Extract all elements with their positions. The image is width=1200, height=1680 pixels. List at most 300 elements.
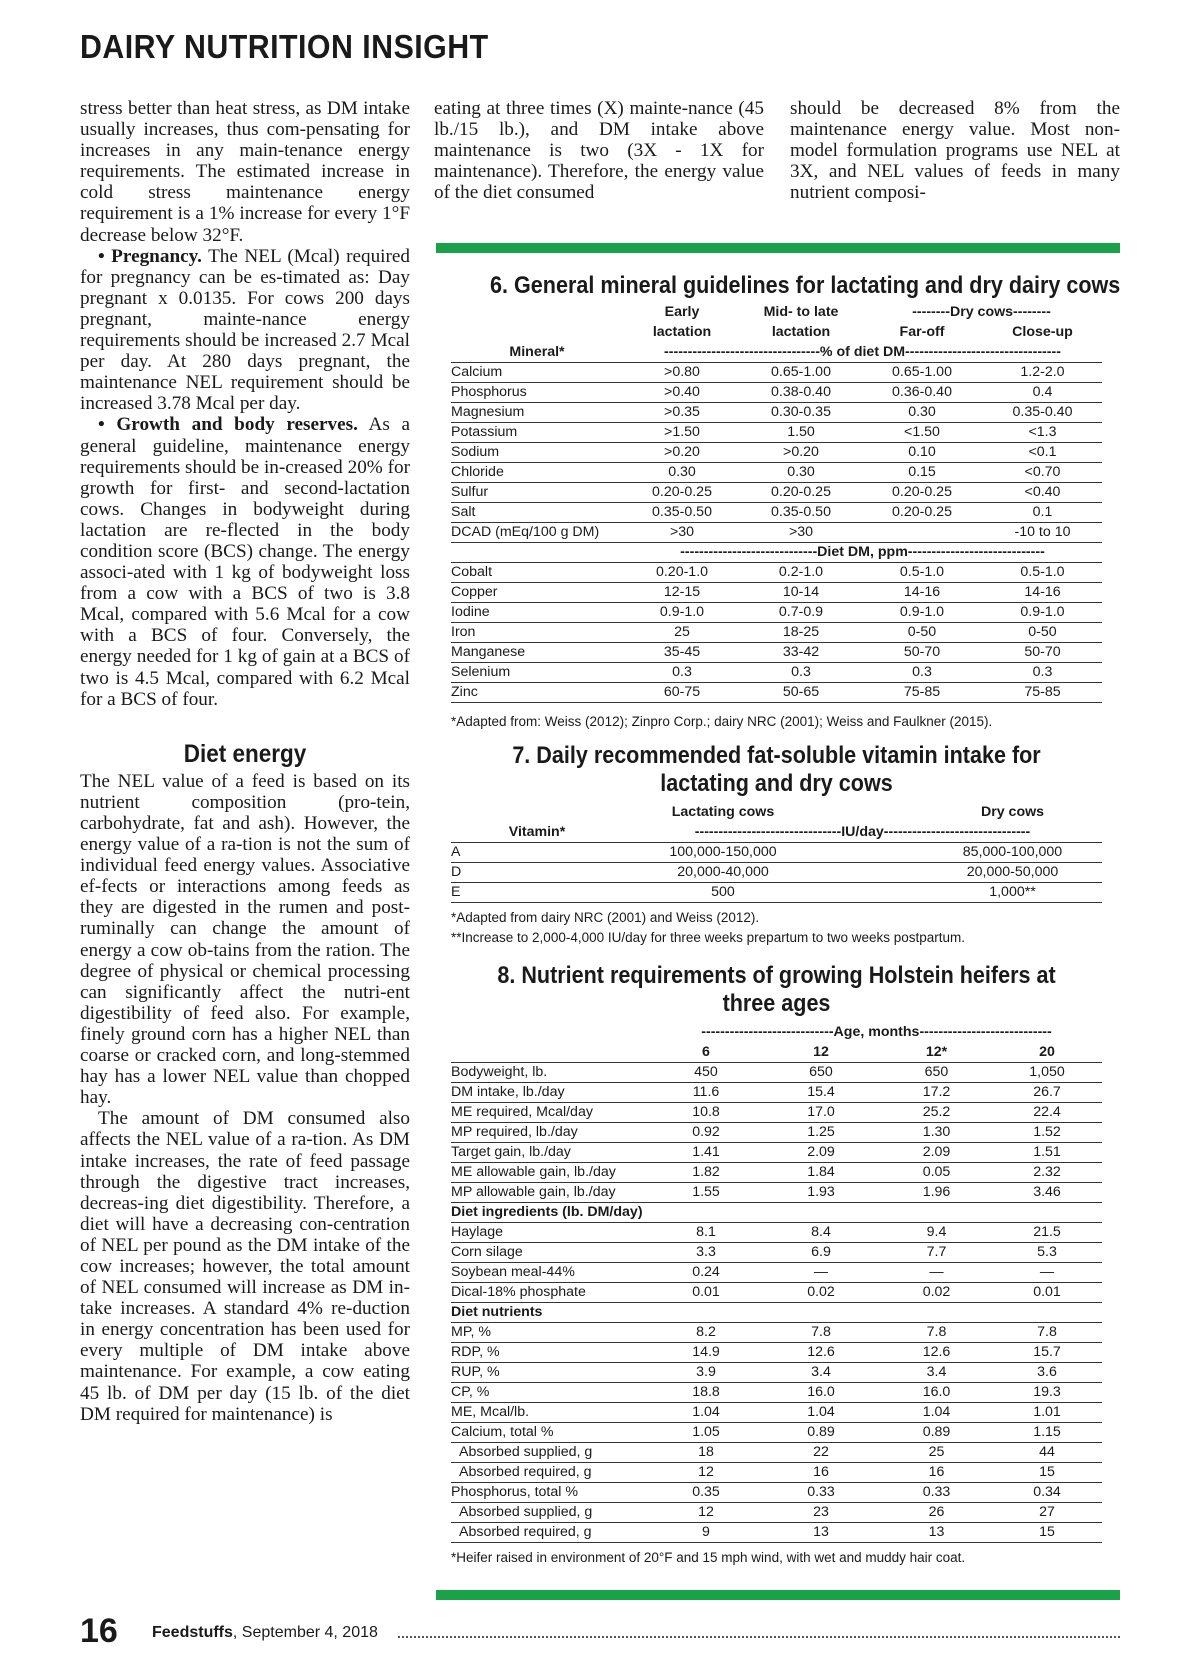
table-cell: 13 <box>881 1522 992 1542</box>
section-heading-diet-energy: Diet energy <box>183 739 307 768</box>
row-label: Calcium, total % <box>451 1422 651 1442</box>
table-cell: 3.3 <box>651 1242 761 1262</box>
table-cell: 0.34 <box>992 1482 1102 1502</box>
table-cell: 26 <box>881 1502 992 1522</box>
row-label: Bodyweight, lb. <box>451 1062 651 1082</box>
table-cell: 17.0 <box>761 1102 881 1122</box>
table-cell: 18 <box>651 1442 761 1462</box>
table-cell: 17.2 <box>881 1082 992 1102</box>
row-label: Magnesium <box>451 402 623 422</box>
table-cell: 0.20-0.25 <box>623 482 741 502</box>
table-cell: 60-75 <box>623 682 741 702</box>
table-8-ingredients-body <box>451 1222 1102 1302</box>
column-2 <box>434 98 764 203</box>
table-cell: 1.50 <box>741 422 861 442</box>
table-row <box>451 1362 1102 1382</box>
table-cell: 5.3 <box>992 1242 1102 1262</box>
row-label: ME required, Mcal/day <box>451 1102 651 1122</box>
table-row <box>451 1342 1102 1362</box>
row-label: DM intake, lb./day <box>451 1082 651 1102</box>
table-cell: 1.15 <box>992 1422 1102 1442</box>
table-cell: 22.4 <box>992 1102 1102 1122</box>
table-cell: 14-16 <box>861 582 983 602</box>
col-early-1: Early <box>664 304 700 320</box>
table-cell: 15.7 <box>992 1342 1102 1362</box>
table-cell: 3.46 <box>992 1182 1102 1202</box>
table-cell: 7.8 <box>881 1322 992 1342</box>
table-cell: 0.33 <box>881 1482 992 1502</box>
table-cell: 12-15 <box>623 582 741 602</box>
spacer-cell <box>823 882 923 902</box>
column-1 <box>80 98 410 1425</box>
col-dry: Dry cows <box>980 804 1045 820</box>
table-row <box>451 682 1102 702</box>
table-cell: 16 <box>761 1462 881 1482</box>
table-6-minerals <box>451 272 1121 731</box>
table-cell: 15 <box>992 1462 1102 1482</box>
table-row <box>451 642 1102 662</box>
table-row <box>451 1122 1102 1142</box>
table-cell: 0.30-0.35 <box>741 402 861 422</box>
row-label: D <box>451 862 623 882</box>
row-label: Absorbed supplied, g <box>451 1442 651 1462</box>
row-label: Calcium <box>451 362 623 382</box>
publication-name: Feedstuffs <box>152 1624 233 1641</box>
age-column-header: 6 <box>651 1042 761 1062</box>
table-cell: >1.50 <box>623 422 741 442</box>
table-cell: 1.51 <box>992 1142 1102 1162</box>
table-row <box>451 1102 1102 1122</box>
row-label: E <box>451 882 623 902</box>
row-label: Target gain, lb./day <box>451 1142 651 1162</box>
table-cell: >30 <box>623 522 741 542</box>
table-cell: 0.02 <box>761 1282 881 1302</box>
table-cell: >0.35 <box>623 402 741 422</box>
table-cell: 44 <box>992 1442 1102 1462</box>
table-cell: 9.4 <box>881 1222 992 1242</box>
table-cell <box>861 522 983 542</box>
table-row <box>451 602 1102 622</box>
table-6-ppm-body <box>451 562 1102 702</box>
table-8-nutrients-body <box>451 1322 1102 1542</box>
table-cell: 75-85 <box>983 682 1102 702</box>
table-cell: 1.55 <box>651 1182 761 1202</box>
table-cell: 0.9-1.0 <box>983 602 1102 622</box>
table-cell: 0.20-1.0 <box>623 562 741 582</box>
row-label: ME allowable gain, lb./day <box>451 1162 651 1182</box>
table-cell: 1.41 <box>651 1142 761 1162</box>
row-label: MP, % <box>451 1322 651 1342</box>
table-cell: 2.32 <box>992 1162 1102 1182</box>
row-label: Sodium <box>451 442 623 462</box>
table-cell: <1.50 <box>861 422 983 442</box>
pregnancy-text: The NEL (Mcal) required for pregnancy can be es-timated as: Day pregnant x 0.0135. For cows 200 days pregnant, mainte-nance energy requirements should be increased 2.7 Mcal per day. At 280 days pregnant, the maintenance NEL requirement should be increased 3.78 Mcal per day. <box>80 245 410 415</box>
publication-date: , September 4, 2018 <box>232 1624 378 1641</box>
col-faroff: Far-off <box>899 324 945 340</box>
row-label: MP required, lb./day <box>451 1122 651 1142</box>
row-label: Absorbed required, g <box>451 1522 651 1542</box>
row-label: Dical-18% phosphate <box>451 1282 651 1302</box>
table-cell: 2.09 <box>761 1142 881 1162</box>
table-row <box>451 1142 1102 1162</box>
table-row <box>451 1442 1102 1462</box>
table-cell: 75-85 <box>861 682 983 702</box>
table-cell: 16.0 <box>761 1382 881 1402</box>
table-cell: >30 <box>741 522 861 542</box>
table-row <box>451 402 1102 422</box>
table-cell: 0-50 <box>861 622 983 642</box>
table-cell: 1.82 <box>651 1162 761 1182</box>
table-cell: 0.4 <box>983 382 1102 402</box>
table-cell: — <box>881 1262 992 1282</box>
table-cell: 0.01 <box>651 1282 761 1302</box>
table-cell: 26.7 <box>992 1082 1102 1102</box>
publication-line <box>152 1624 378 1642</box>
table-cell: 7.8 <box>992 1322 1102 1342</box>
table-cell: 0-50 <box>983 622 1102 642</box>
table-cell: 0.3 <box>983 662 1102 682</box>
row-label: Phosphorus <box>451 382 623 402</box>
paragraph-cold-stress: stress better than heat stress, as DM intake usually increases, thus com-pensating for increases in any main-tenance energy requirements. The estimated increase in cold stress maintenance energy requirement is a 1% increase for every 1°F decrease below 32°F. <box>80 98 410 246</box>
table-row <box>451 422 1102 442</box>
subhead-ingredients: Diet ingredients (lb. DM/day) <box>451 1202 1102 1222</box>
age-header: ----------------------------Age, months---------------------------- <box>701 1024 1052 1040</box>
paragraph-diet-energy-2: The amount of DM consumed also affects the NEL value of a ra-tion. As DM intake increases, the rate of feed passage through the digestive tract increases, decreas-ing diet digestibility. Therefore, a diet will have a decreasing con-centration of NEL per pound as the DM intake of the cow increases; however, the total amount of NEL consumed will increase as DM in-take increases. A standard 4% re-duction in energy concentration has been used for every multiple of DM intake above maintenance. For example, a cow eating 45 lb. of DM per day (15 lb. of the diet DM required for maintenance) is <box>80 1108 410 1425</box>
table-cell: 0.65-1.00 <box>861 362 983 382</box>
table-row <box>451 1422 1102 1442</box>
table-cell: 0.3 <box>741 662 861 682</box>
unit-iu: -------------------------------IU/day------------------------------- <box>623 822 1102 842</box>
table-cell: 1.04 <box>881 1402 992 1422</box>
row-label: Absorbed supplied, g <box>451 1502 651 1522</box>
table-cell: 50-70 <box>983 642 1102 662</box>
table-7-body <box>451 842 1102 902</box>
row-label: Haylage <box>451 1222 651 1242</box>
subhead-nutrients: Diet nutrients <box>451 1302 1102 1322</box>
table-cell: 50-65 <box>741 682 861 702</box>
table-row <box>451 862 1102 882</box>
table-cell: 25 <box>881 1442 992 1462</box>
table-cell: 85,000-100,000 <box>923 842 1102 862</box>
row-label: Chloride <box>451 462 623 482</box>
table-cell: 0.15 <box>861 462 983 482</box>
table-cell: 0.3 <box>861 662 983 682</box>
row-label: Manganese <box>451 642 623 662</box>
paragraph-col2: eating at three times (X) mainte-nance (45 lb./15 lb.), and DM intake above maintenance is two (3X - 1X for maintenance). Therefore, the energy value of the diet consumed <box>434 98 764 204</box>
table-cell: 14.9 <box>651 1342 761 1362</box>
table-cell: 18-25 <box>741 622 861 642</box>
row-label: Zinc <box>451 682 623 702</box>
table-cell: 15.4 <box>761 1082 881 1102</box>
table-cell: 0.35-0.50 <box>623 502 741 522</box>
table-row <box>451 462 1102 482</box>
table-cell: <1.3 <box>983 422 1102 442</box>
table-cell: 1.04 <box>761 1402 881 1422</box>
table-cell: 1.52 <box>992 1122 1102 1142</box>
table-cell: 19.3 <box>992 1382 1102 1402</box>
col-lactating: Lactating cows <box>671 804 775 820</box>
row-label: Corn silage <box>451 1242 651 1262</box>
row-label: Absorbed required, g <box>451 1462 651 1482</box>
table-cell: 0.5-1.0 <box>861 562 983 582</box>
table-row <box>451 382 1102 402</box>
table-cell: 1,000** <box>923 882 1102 902</box>
row-label: MP allowable gain, lb./day <box>451 1182 651 1202</box>
table-cell: 0.30 <box>861 402 983 422</box>
table-row <box>451 662 1102 682</box>
table-cell: 1.96 <box>881 1182 992 1202</box>
row-label: CP, % <box>451 1382 651 1402</box>
table-cell: 0.30 <box>741 462 861 482</box>
unit-pct: ---------------------------------% of diet DM--------------------------------- <box>623 342 1102 362</box>
table-row <box>451 1462 1102 1482</box>
table-row <box>451 522 1102 542</box>
row-label: Iodine <box>451 602 623 622</box>
table-cell: 13 <box>761 1522 881 1542</box>
table-7-vitamins <box>451 742 1102 947</box>
table-row <box>451 622 1102 642</box>
row-label: Phosphorus, total % <box>451 1482 651 1502</box>
row-label: DCAD (mEq/100 g DM) <box>451 522 623 542</box>
table-cell: — <box>761 1262 881 1282</box>
table-cell: 16.0 <box>881 1382 992 1402</box>
table-row <box>451 1382 1102 1402</box>
table-row <box>451 1502 1102 1522</box>
table-cell: 0.36-0.40 <box>861 382 983 402</box>
row-label: Salt <box>451 502 623 522</box>
table-row <box>451 1162 1102 1182</box>
table-row <box>451 1262 1102 1282</box>
col-closeup: Close-up <box>1012 324 1073 340</box>
table-cell: 1.2-2.0 <box>983 362 1102 382</box>
table-cell: 0.3 <box>623 662 741 682</box>
table-cell: 12 <box>651 1502 761 1522</box>
table-cell: 10.8 <box>651 1102 761 1122</box>
table-cell: 18.8 <box>651 1382 761 1402</box>
table-row <box>451 1182 1102 1202</box>
growth-title: • Growth and body reserves. <box>98 414 358 436</box>
table-row <box>451 1062 1102 1082</box>
table-row <box>451 362 1102 382</box>
table-6-title: 6. General mineral guidelines for lactating and dry dairy cows <box>490 272 1121 299</box>
table-cell: 7.8 <box>761 1322 881 1342</box>
column-3 <box>790 98 1120 203</box>
table-cell: 1.84 <box>761 1162 881 1182</box>
table-cell: 500 <box>623 882 823 902</box>
table-cell: 11.6 <box>651 1082 761 1102</box>
table-row <box>451 1222 1102 1242</box>
footer <box>80 1612 1120 1652</box>
table-8-main-body <box>451 1062 1102 1202</box>
table-cell: 0.35-0.50 <box>741 502 861 522</box>
row-label: RUP, % <box>451 1362 651 1382</box>
table-cell: <0.70 <box>983 462 1102 482</box>
table-cell: 8.1 <box>651 1222 761 1242</box>
col-dry-group: --------Dry cows-------- <box>912 304 1051 320</box>
table-7-title: 7. Daily recommended fat-soluble vitamin intake for lactating and dry cows <box>512 742 1041 797</box>
table-cell: 22 <box>761 1442 881 1462</box>
row-label: A <box>451 842 623 862</box>
table-row <box>451 1322 1102 1342</box>
row-label: Soybean meal-44% <box>451 1262 651 1282</box>
col-early-2: lactation <box>652 324 712 340</box>
table-cell: 35-45 <box>623 642 741 662</box>
row-label-header: Vitamin* <box>451 822 623 842</box>
table-cell: 0.9-1.0 <box>861 602 983 622</box>
table-row <box>451 882 1102 902</box>
table-cell: 0.5-1.0 <box>983 562 1102 582</box>
row-label: Selenium <box>451 662 623 682</box>
table-row <box>451 842 1102 862</box>
col-mid-1: Mid- to late <box>763 304 839 320</box>
table-row <box>451 1282 1102 1302</box>
top-accent-bar <box>436 243 1120 253</box>
table-cell: 0.35 <box>651 1482 761 1502</box>
table-cell: 0.89 <box>761 1422 881 1442</box>
table-cell: 1.05 <box>651 1422 761 1442</box>
spacer-cell <box>823 842 923 862</box>
table-8-title: 8. Nutrient requirements of growing Holstein heifers at three ages <box>497 962 1056 1017</box>
row-label: Copper <box>451 582 623 602</box>
table-cell: 1.25 <box>761 1122 881 1142</box>
table-cell: 25.2 <box>881 1102 992 1122</box>
table-cell: 3.6 <box>992 1362 1102 1382</box>
row-label: RDP, % <box>451 1342 651 1362</box>
table-cell: 3.4 <box>761 1362 881 1382</box>
table-cell: 21.5 <box>992 1222 1102 1242</box>
table-cell: 0.89 <box>881 1422 992 1442</box>
table-cell: 0.92 <box>651 1122 761 1142</box>
table-cell: 16 <box>881 1462 992 1482</box>
table-cell: 1,050 <box>992 1062 1102 1082</box>
table-cell: 27 <box>992 1502 1102 1522</box>
table-cell: 8.2 <box>651 1322 761 1342</box>
table-cell: 100,000-150,000 <box>623 842 823 862</box>
table-cell: -10 to 10 <box>983 522 1102 542</box>
table-cell: >0.40 <box>623 382 741 402</box>
table-cell: 1.30 <box>881 1122 992 1142</box>
age-column-header: 12* <box>881 1042 992 1062</box>
table-cell: 3.4 <box>881 1362 992 1382</box>
table-cell: 0.20-0.25 <box>861 502 983 522</box>
table-cell: 0.65-1.00 <box>741 362 861 382</box>
table-cell: 0.38-0.40 <box>741 382 861 402</box>
growth-text: As a general guideline, maintenance energy requirements should be in-creased 20% for growth for first- and second-lactation cows. Changes in bodyweight during lactation are re-flected in the body condition score (BCS) change. The energy associ-ated with 1 kg of bodyweight loss from a cow with a BCS of two is 3.8 Mcal, compared with 5.6 Mcal for a cow with a BCS of four. Conversely, the energy needed for 1 kg of gain at a BCS of two is 4.5 Mcal, compared with 6.2 Mcal for a BCS of four. <box>80 414 410 710</box>
paragraph-diet-energy-1: The NEL value of a feed is based on its nutrient composition (pro-tein, carbohydrate, fat and ash). However, the energy value of a ra-tion is not the sum of individual feed energy values. Associative ef-fects or interactions among feeds as they are digested in the rumen and post-ruminally can change the amount of energy a cow ob-tains from the ration. The degree of physical or chemical processing can significantly affect the nutri-ent digestibility of feed also. For example, finely ground corn has a higher NEL than coarse or cracked corn, and long-stemmed hay has a lower NEL value than chopped hay. <box>80 770 410 1109</box>
table-row <box>451 1242 1102 1262</box>
table-cell: 15 <box>992 1522 1102 1542</box>
bottom-accent-bar <box>436 1590 1120 1600</box>
table-cell: 0.7-0.9 <box>741 602 861 622</box>
table-cell: 0.35-0.40 <box>983 402 1102 422</box>
age-column-header: 12 <box>761 1042 881 1062</box>
paragraph-pregnancy <box>80 246 410 415</box>
table-cell: 50-70 <box>861 642 983 662</box>
table-row <box>451 442 1102 462</box>
table-cell: 0.9-1.0 <box>623 602 741 622</box>
table-cell: 12.6 <box>881 1342 992 1362</box>
table-cell: 8.4 <box>761 1222 881 1242</box>
table-cell: >0.20 <box>623 442 741 462</box>
table-cell: 10-14 <box>741 582 861 602</box>
table-cell: 0.2-1.0 <box>741 562 861 582</box>
table-cell: 0.24 <box>651 1262 761 1282</box>
table-cell: 20,000-50,000 <box>923 862 1102 882</box>
table-cell: >0.20 <box>741 442 861 462</box>
table-cell: 650 <box>761 1062 881 1082</box>
table-row <box>451 482 1102 502</box>
unit-ppm: -----------------------------Diet DM, ppm----------------------------- <box>623 542 1102 562</box>
col-mid-2: lactation <box>771 324 831 340</box>
row-label-header: Mineral* <box>451 342 623 362</box>
table-cell: 2.09 <box>881 1142 992 1162</box>
row-label: Sulfur <box>451 482 623 502</box>
table-cell: 25 <box>623 622 741 642</box>
table-8-heifers <box>451 962 1102 1567</box>
table-cell: 0.1 <box>983 502 1102 522</box>
table-7-note-2: **Increase to 2,000-4,000 IU/day for three weeks prepartum to two weeks postpartum. <box>451 929 966 945</box>
table-cell: 1.93 <box>761 1182 881 1202</box>
paragraph-col3: should be decreased 8% from the maintenance energy value. Most non-model formulation programs use NEL at 3X, and NEL values of feeds in many nutrient composi- <box>790 98 1120 204</box>
table-row <box>451 1522 1102 1542</box>
row-label: ME, Mcal/lb. <box>451 1402 651 1422</box>
table-cell: <0.40 <box>983 482 1102 502</box>
table-cell: 6.9 <box>761 1242 881 1262</box>
table-8-note: *Heifer raised in environment of 20°F and 15 mph wind, with wet and muddy hair coat. <box>451 1549 966 1565</box>
table-cell: <0.1 <box>983 442 1102 462</box>
table-cell: 0.30 <box>623 462 741 482</box>
table-row <box>451 1082 1102 1102</box>
table-cell: 9 <box>651 1522 761 1542</box>
row-label: Iron <box>451 622 623 642</box>
table-row <box>451 1402 1102 1422</box>
row-label: Cobalt <box>451 562 623 582</box>
table-cell: 23 <box>761 1502 881 1522</box>
footer-dotted-rule <box>398 1636 1120 1638</box>
table-cell: 0.20-0.25 <box>861 482 983 502</box>
paragraph-growth <box>80 414 410 709</box>
table-cell: 12 <box>651 1462 761 1482</box>
table-6-note: *Adapted from: Weiss (2012); Zinpro Corp.; dairy NRC (2001); Weiss and Faulkner (2015). <box>451 713 993 729</box>
table-cell: 0.20-0.25 <box>741 482 861 502</box>
table-7-note-1: *Adapted from dairy NRC (2001) and Weiss (2012). <box>451 909 760 925</box>
table-cell: 0.05 <box>881 1162 992 1182</box>
table-row <box>451 1482 1102 1502</box>
table-cell: 7.7 <box>881 1242 992 1262</box>
table-row <box>451 502 1102 522</box>
age-column-header: 20 <box>992 1042 1102 1062</box>
row-label: Potassium <box>451 422 623 442</box>
table-cell: 14-16 <box>983 582 1102 602</box>
table-cell: 33-42 <box>741 642 861 662</box>
spacer-cell <box>823 862 923 882</box>
table-cell: 12.6 <box>761 1342 881 1362</box>
pregnancy-title: • Pregnancy. <box>98 245 202 267</box>
page-number: 16 <box>80 1612 118 1650</box>
table-row <box>451 582 1102 602</box>
table-cell: 0.02 <box>881 1282 992 1302</box>
table-cell: >0.80 <box>623 362 741 382</box>
table-cell: 0.33 <box>761 1482 881 1502</box>
table-row <box>451 562 1102 582</box>
page-header: DAIRY NUTRITION INSIGHT <box>80 28 489 65</box>
table-cell: 450 <box>651 1062 761 1082</box>
table-cell: 1.01 <box>992 1402 1102 1422</box>
table-6-pct-body <box>451 362 1102 542</box>
table-cell: 1.04 <box>651 1402 761 1422</box>
table-cell: 0.01 <box>992 1282 1102 1302</box>
table-cell: — <box>992 1262 1102 1282</box>
